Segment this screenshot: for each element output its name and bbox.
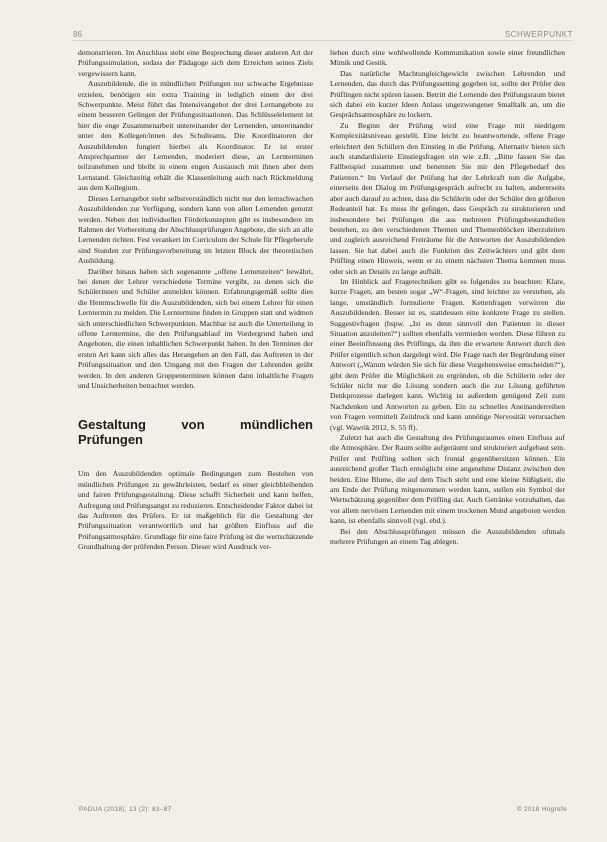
section-heading: Gestaltung von mündlichen Prüfungen: [78, 417, 313, 448]
right-column: [330, 48, 565, 793]
page-number: 86: [73, 30, 82, 39]
header-rule: [73, 40, 573, 41]
paragraph: Darüber hinaus haben sich sogenannte „offene Lernenzeiten“ bewährt, bei denen der Lehrer verschiedene Termine vergibt, zu denen sich die Schülerinnen und Schüler anmelden können. Erfahrungsgemäß sollte dies die Hemmschwelle für die Auszubildenden, sich bei einem Lehrer für einen Lerntermin zu melden. Die Lerntermine finden in Gruppen statt und widmen sich unterschiedlichen Schwerpunkten. Machbar ist auch die Unterteilung in offene Lerntermine, die den Prüfungsablauf im Vordergrund haben und Angeboten, die einen inhaltlichen Schwerpunkt haben. In den Terminen der ersten Art kann sich alles das Herangehen an den Fall, das Auftreten in der Prüfungssituation und den Umgang mit den Fragen der Lehrenden geübt werden. In den anderen Gruppenterminen können dann inhaltliche Fragen und Unsicherheiten betrachtet werden.: [78, 266, 313, 390]
paragraph: Auszubildende, die in mündlichen Prüfungen nur schwache Ergebnisse erzielen, benötigen ein extra Training in lediglich einem der drei Schwerpunkte. Meist führt das Intensivangebot der drei Lernangebote zu einem besseren Gelingen der Prüfungssituationen. Das Schlüsselelement ist hier die enge Zusammenarbeit untereinander der Lernenden, untereinander unter den Kollegen/innen des Schulteams. Die Koordinatoren der Auszubildenden fungiert hierbei als Koordinator. Er ist erster Ansprechpartner der Lernenden, moderiert diese, an Lernterminen teilzunehmen und bleibt in einem engen Austausch mit ihnen aber dem Lernstand. Gleichzeitig erhält die Klassenleitung auch nach Rückmeldung aus dem Kollegium.: [78, 79, 313, 193]
paragraph: Zuletzt hat auch die Gestaltung des Prüfungsraumes einen Einfluss auf die Atmosphäre. Der Raum sollte aufgeräumt und strukturiert aufgebaut sein. Prüfer und Prüfling sollten sich frontal gegenübersitzen können. Ein ausreichend großer Tisch ermöglicht eine angenehme Distanz zwischen den beiden. Eine Blume, die auf dem Tisch steht und eine kleine Süßigkeit, die am Ende der Prüfung mitgenommen werden kann, stellen ein Symbol der Wertschätzung gegenüber dem Prüfling dar. Auch Getränke vorzuhalten, das vor allem nervösen Lernenden mit einem trockenen Mund angeboten werden kann, ist ebenfalls sinnvoll (vgl. ebd.).: [330, 433, 565, 526]
footer-citation: PADUA (2018), 13 (2): 83–87: [79, 806, 172, 813]
paragraph: Zu Beginn der Prüfung wird eine Frage mit niedrigem Komplexitätsniveau gestellt. Eine leicht zu beantwortende, offene Frage erleichtert den Schülern den Einstieg in die Prüfung. Alternativ bieten sich auch standardisierte Einstiegsfragen ein wie z.B. „Bitte fassen Sie das Fallbeispiel zusammen und benennen Sie mir den Pflegebedarf des Patienten.“ Im Verlauf der Prüfung hat der Lehrkraft nun die Aufgabe, einerseits den Dialog im Prüfungsgespräch aufrecht zu halten, andererseits aber auch darauf zu achten, dass die Schülerin oder der Schüler den größeren Redeanteil hat. Es muss ihr gelingen, dass Gespräch zu strukturieren und insbesondere bei Prüfungen die aus mehreren Prüfungsbestandteilen bestehen, zu den verschiedenen Themen und Themenblöcken überzuleiten und zugleich ausreichend Freiräume für die Antworten der Auszubildenden lassen. Sie hat dabei auch die Funktion des Zeitwächters und gibt dem Prüfling einen Hinweis, wenn er zu einem nächsten Thema kommen muss oder sich an Details zu lange aufhält.: [330, 120, 565, 276]
paragraph: demonstrieren. Im Anschluss steht eine Besprechung dieser anderen Art der Prüfungssimulation, sodass der Pädagoge sich dem Erreichen seines Ziels vergewissern kann.: [78, 48, 313, 78]
paragraph: Das natürliche Machtungleichgewicht zwischen Lehrenden und Lernenden, das durch das Prüfungssetting gegeben ist, sollte der Prüfer den Prüflingen nicht spüren lassen. Betritt die Lernende den Prüfungsraum bietet sich dabei ein kurzer Ideen Anlass ungezwungener Smalltalk an, um die Gesprächsatmosphäre zu lockern.: [330, 68, 565, 120]
paragraph: Um den Auszubildenden optimale Bedingungen zum Bestehen von mündlichen Prüfungen zu gewährleisten, bedarf es einer gleichbleibenden und fairen Prüfungsgestaltung. Diese schafft Sicherheit und kann helfen, Aufregung und Prüfungsangst zu reduzieren. Entscheidender Faktor dabei ist das Auftreten des Prüfers. Er ist maßgeblich für die Gestaltung der Prüfungssituation verantwortlich und hat größten Einfluss auf die Prüfungsatmosphäre. Grundlage für eine faire Prüfung ist die wertschätzende Grundhaltung der prüfenden Person. Dieser wird Ausdruck ver-: [78, 469, 313, 552]
footer-copyright: © 2018 Hogrefe: [516, 806, 567, 813]
paragraph: Bei den Abschlussprüfungen müssen die Auszubildenden oftmals mehrere Prüfungen an einem Tag ablegen.: [330, 526, 565, 547]
paragraph: liehen durch eine wohlwollende Kommunikation sowie einer freundlichen Mimik und Gestik.: [330, 48, 565, 68]
paragraph: Dieses Lernangebot steht selbstverständlich nicht nur den lernschwachen Auszubildenden zur Verfügung, sondern kann von allen Lernenden genutzt werden. Neben den individuellen Förderkonzepten gibt es insbesondere im Rahmen der Vorbereitung der Abschlussprüfungen Angebote, die sich an alle Lernenden richten. Fest verankert im Curriculum der Schule für Pflegeberufe sind Stunden zur Prüfungsvorbereitung im letzten Block der theoretischen Ausbildung.: [78, 193, 313, 266]
paragraph: Im Hinblick auf Fragetechniken gibt es folgendes zu beachten: Klare, kurze Fragen, am besten sogar „W“-Fragen, sind leichter zu verstehen, als lange, umständlich formulierte Fragen. Kettenfragen verwirren die Auszubildenden. Besser ist es, stattdessen eine konkrete Frage zu stellen. Suggestivfragen (bspw. „Ist es denn sinnvoll den Patienten in dieser Situation anzuleiten?“) sollten ebenfalls vermieden werden. Diese führen zu einer Beeinflussung des Prüflings, da ihm die erwartete Antwort durch den Prüfer eigentlich schon dargelegt wird. Die Frage nach der Begründung einer Antwort („Warum würden Sie sich für diese Vorgehensweise entscheiden?“), gibt dem Prüfer die Möglichkeit zu ergründen, ob die Schülerin oder der Schüler nicht nur die Lösung sondern auch die zur Lösung geführten Denkprozesse darlegen kann. Wichtig ist außerdem genügend Zeit zum Nachdenken und Antworten zu geben. Ein zu schnelles Aneinanderreihen von Fragen vermittelt Zeitdruck und kann unnötige Nervosität verursachen (vgl. Wawrik 2012, S. 55 ff).: [330, 276, 565, 432]
left-column: [78, 48, 313, 788]
section-label: SCHWERPUNKT: [504, 30, 573, 39]
